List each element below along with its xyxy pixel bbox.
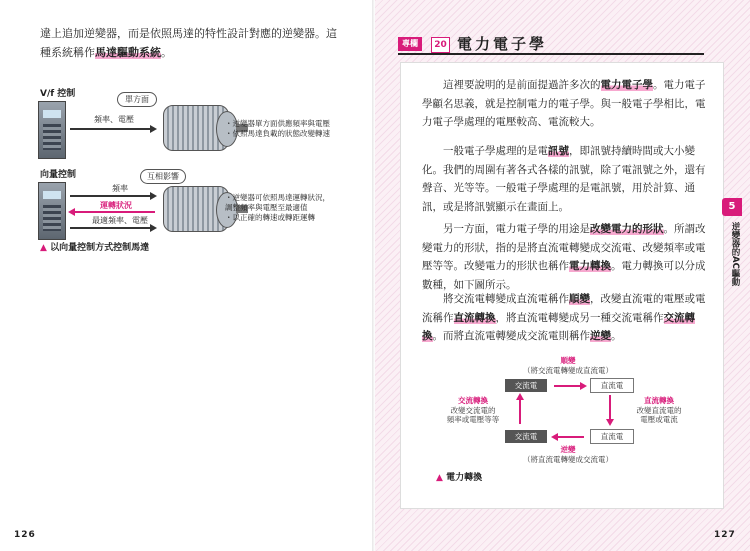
column-label: 專欄 xyxy=(398,37,422,51)
chapter-tab: 5 xyxy=(722,198,742,216)
paragraph-3: 另一方面，電力電子學的用途是改變電力的形狀。所謂改變電力的形狀，指的是將直流電轉變成交流電、改變頻率或電壓等等。改變電力的形狀也稱作電力轉換。電力轉換可以分成數種，如下圖所示。 xyxy=(422,223,706,291)
vf-title: V/f 控制 xyxy=(40,89,76,99)
vf-notes: ・逆變器單方面供應頻率與電壓 ・依照馬達負載的狀態改變轉速 xyxy=(225,119,330,138)
page-number-right: 127 xyxy=(714,530,736,540)
arrow-invert xyxy=(554,436,584,438)
vector-arrow-top xyxy=(70,195,155,197)
vf-arrow xyxy=(70,128,155,130)
left-caption: ▲ 以向量控制方式控制馬達 xyxy=(40,243,150,253)
paragraph-1: 這裡要說明的是前面提過許多次的電力電子學。電力電子學顧名思義，就是控制電力的電子學。與一般電子學相比，電力電子學處理的電壓較高、電流較大。 xyxy=(422,79,706,128)
box-dc-top: 直流電 xyxy=(590,378,634,393)
vf-signal: 頻率、電壓 xyxy=(94,115,134,124)
column-number: 20 xyxy=(431,37,450,53)
diagram-top-sub: （將交流電轉變成直流電） xyxy=(523,366,613,375)
vf-bubble: 單方面 xyxy=(117,92,157,107)
motor-icon xyxy=(163,105,229,151)
arrow-rectify xyxy=(554,385,584,387)
vector-bubble: 互相影響 xyxy=(140,169,186,184)
diagram-right-sub1: 改變直流電的 xyxy=(636,406,682,415)
inverter-icon xyxy=(38,101,66,159)
intro-end: 。 xyxy=(161,46,172,59)
arrow-dc-convert xyxy=(609,395,611,423)
diagram-right-label: 直流轉換 xyxy=(644,396,674,405)
diagram-bottom-sub: （將直流電轉變成交流電） xyxy=(523,455,613,464)
vector-signal-bottom: 最適頻率、電壓 xyxy=(92,216,148,225)
column-title: 電力電子學 xyxy=(457,35,548,53)
diagram-right-sub2: 電壓或電流 xyxy=(640,415,678,424)
intro-text: 違上追加逆變器，而是依照馬達的特性設計對應的逆變器。這種系統稱作 xyxy=(40,27,337,59)
intro-highlight: 馬達驅動系統 xyxy=(95,46,161,59)
paragraph-2: 一般電子學處理的是電訊號，即訊號持續時間或大小變化。我們的周圍有著各式各樣的訊號，除了電訊號之外，還有聲音、光等等。一般電子學處理的是電訊號，用於計算、通訊，或是將訊號顯示在畫面上。 xyxy=(422,145,706,213)
diagram-bottom-label: 逆變 xyxy=(560,445,576,454)
diagram-left-label: 交流轉換 xyxy=(458,396,488,405)
box-ac-bottom: 交流電 xyxy=(505,430,547,443)
right-caption: ▲ 電力轉換 xyxy=(436,473,483,483)
diagram-left-sub1: 改變交流電的 xyxy=(450,406,496,415)
vector-arrow-bottom xyxy=(70,227,155,229)
vector-signal-mid: 運轉狀況 xyxy=(100,201,132,210)
arrow-ac-convert xyxy=(519,396,521,424)
vector-title: 向量控制 xyxy=(40,170,77,180)
vector-signal-top: 頻率 xyxy=(112,184,128,193)
vector-arrow-feedback xyxy=(70,211,155,213)
box-ac-top: 交流電 xyxy=(505,379,547,392)
page-number-left: 126 xyxy=(14,530,36,540)
diagram-left-sub2: 頻率或電壓等等 xyxy=(446,415,500,424)
inverter-icon xyxy=(38,182,66,240)
chapter-tab-text: 逆變器的AC驅動 xyxy=(730,222,740,286)
intro-paragraph xyxy=(40,24,340,62)
diagram-top-label: 順變 xyxy=(560,356,576,365)
motor-icon xyxy=(163,186,229,232)
paragraph-4: 將交流電轉變成直流電稱作順變，改變直流電的電壓或電流稱作直流轉換，將直流電轉變成另一種交流電稱作交流轉換。而將直流電轉變成交流電則稱作逆變。 xyxy=(422,293,706,342)
box-dc-bottom: 直流電 xyxy=(590,429,634,444)
vector-notes: ・逆變器可依照馬達運轉狀況， 調整頻率與電壓至最適值 ・以正確的轉速或轉距運轉 xyxy=(225,193,330,222)
